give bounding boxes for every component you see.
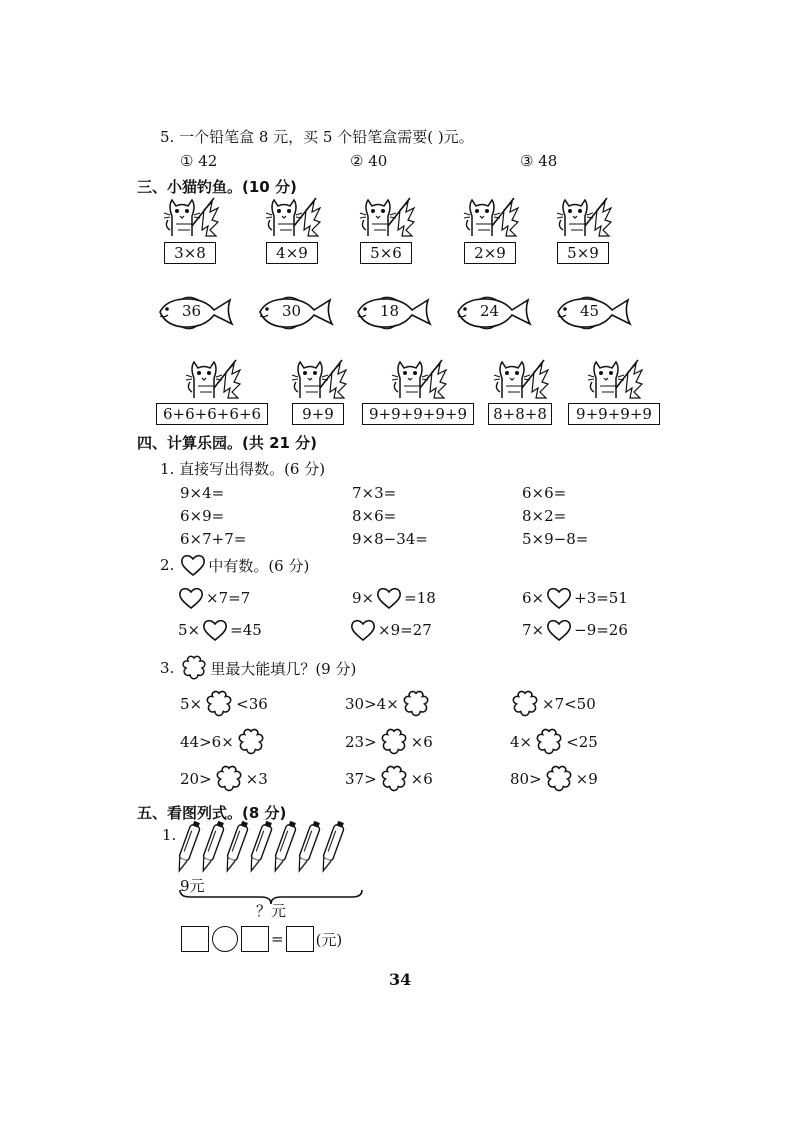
flower-blank-icon[interactable] xyxy=(204,690,234,718)
page-number: 34 xyxy=(389,970,412,989)
inequality-prefix: 23> xyxy=(345,733,377,751)
heart-equation xyxy=(522,586,628,610)
cat-expression-box: 9+9+9+9 xyxy=(568,403,660,425)
inequality-suffix: <36 xyxy=(236,695,268,713)
pen-icon xyxy=(223,820,250,872)
part-1-label: 1. xyxy=(162,826,177,844)
fish-number: 45 xyxy=(580,302,600,320)
fish-number: 36 xyxy=(182,302,202,320)
heart-blank-icon[interactable] xyxy=(376,586,402,610)
part-3-title-row xyxy=(160,655,356,681)
inequality-prefix: 20> xyxy=(180,770,212,788)
flower-icon xyxy=(180,655,208,681)
calc-item: 6×6= xyxy=(522,484,567,502)
calc-item: 8×6= xyxy=(352,507,397,525)
heart-blank-icon[interactable] xyxy=(546,586,572,610)
inequality-suffix: ×7<50 xyxy=(542,695,596,713)
inequality-suffix: ×3 xyxy=(245,770,268,788)
flower-inequality xyxy=(180,765,268,793)
fish-number: 24 xyxy=(480,302,500,320)
inequality-suffix: ×6 xyxy=(410,733,433,751)
equation-prefix: 7× xyxy=(522,621,545,639)
equation-suffix: −9=26 xyxy=(574,621,628,639)
flower-blank-icon[interactable] xyxy=(401,690,431,718)
cat-expression-box: 3×8 xyxy=(164,242,216,264)
cat-fishing-icon xyxy=(586,358,646,400)
flower-inequality xyxy=(180,728,268,756)
pen-icon xyxy=(247,820,274,872)
inequality-prefix: 37> xyxy=(345,770,377,788)
cat-expression-box: 5×9 xyxy=(557,242,609,264)
option-3: ③ 48 xyxy=(520,152,558,170)
equation-suffix: ×9=27 xyxy=(378,621,432,639)
heart-blank-icon[interactable] xyxy=(350,618,376,642)
inequality-prefix: 44>6× xyxy=(180,733,234,751)
cat-fishing-icon xyxy=(264,196,324,238)
unit-price-label: 9元 xyxy=(180,877,205,895)
flower-inequality xyxy=(180,690,268,718)
flower-blank-icon[interactable] xyxy=(544,765,574,793)
option-1: ① 42 xyxy=(180,152,218,170)
calc-item: 6×9= xyxy=(180,507,225,525)
calc-item: 5×9−8= xyxy=(522,530,589,548)
operator-circle[interactable] xyxy=(212,926,238,952)
question-5-text: 5. 一个铅笔盒 8 元，买 5 个铅笔盒需要( )元。 xyxy=(160,128,474,146)
flower-blank-icon[interactable] xyxy=(510,690,540,718)
cat-expression-box: 9+9+9+9+9 xyxy=(362,403,474,425)
cat-fishing-icon xyxy=(390,358,450,400)
pen-icon xyxy=(295,820,322,872)
cat-fishing-icon xyxy=(290,358,350,400)
heart-icon xyxy=(180,553,206,577)
total-label: ？元 xyxy=(256,902,287,920)
flower-inequality xyxy=(345,690,433,718)
option-2: ② 40 xyxy=(350,152,388,170)
flower-blank-icon[interactable] xyxy=(214,765,244,793)
flower-inequality xyxy=(345,765,433,793)
equation-prefix: 6× xyxy=(522,589,545,607)
part-3-prefix: 3. xyxy=(160,659,175,677)
section-5-title: 五、看图列式。(8 分) xyxy=(137,804,287,822)
pen-icon xyxy=(175,820,202,872)
answer-box[interactable] xyxy=(181,926,209,952)
heart-blank-icon[interactable] xyxy=(178,586,204,610)
equals-sign: = xyxy=(271,930,284,948)
part-2-title-row xyxy=(160,553,309,577)
pen-icon xyxy=(271,820,298,872)
inequality-prefix: 5× xyxy=(180,695,203,713)
flower-inequality xyxy=(510,765,598,793)
inequality-prefix: 30>4× xyxy=(345,695,399,713)
heart-equation xyxy=(178,618,262,642)
cat-expression-box: 5×6 xyxy=(360,242,412,264)
answer-box[interactable] xyxy=(286,926,314,952)
inequality-prefix: 80> xyxy=(510,770,542,788)
pen-icon xyxy=(199,820,226,872)
heart-blank-icon[interactable] xyxy=(546,618,572,642)
inequality-suffix: ×9 xyxy=(575,770,598,788)
equation-suffix: =45 xyxy=(230,621,262,639)
cat-fishing-icon xyxy=(358,196,418,238)
cat-fishing-icon xyxy=(162,196,222,238)
section-4-title: 四、计算乐园。(共 21 分) xyxy=(137,434,318,452)
calc-item: 8×2= xyxy=(522,507,567,525)
part-1-title: 1. 直接写出得数。(6 分) xyxy=(160,460,326,478)
equation-suffix: ×7=7 xyxy=(206,589,251,607)
pen-icon xyxy=(319,820,346,872)
cat-expression-box: 2×9 xyxy=(464,242,516,264)
inequality-suffix: ×6 xyxy=(410,770,433,788)
equation-prefix: 5× xyxy=(178,621,201,639)
cat-fishing-icon xyxy=(462,196,522,238)
flower-blank-icon[interactable] xyxy=(534,728,564,756)
cat-fishing-icon xyxy=(492,358,552,400)
heart-equation xyxy=(522,618,628,642)
calc-item: 7×3= xyxy=(352,484,397,502)
cat-expression-box: 8+8+8 xyxy=(488,403,552,425)
cat-expression-box: 9+9 xyxy=(292,403,344,425)
inequality-prefix: 4× xyxy=(510,733,533,751)
cat-fishing-icon xyxy=(555,196,615,238)
heart-equation xyxy=(348,618,432,642)
equation-suffix: +3=51 xyxy=(574,589,628,607)
equation-prefix: 9× xyxy=(352,589,375,607)
heart-equation xyxy=(176,586,250,610)
calc-item: 9×4= xyxy=(180,484,225,502)
calc-item: 9×8−34= xyxy=(352,530,428,548)
heart-blank-icon[interactable] xyxy=(202,618,228,642)
calc-item: 6×7+7= xyxy=(180,530,247,548)
section-3-title: 三、小猫钓鱼。(10 分) xyxy=(137,178,297,196)
fish-number: 18 xyxy=(380,302,400,320)
part-2-prefix: 2. xyxy=(160,556,175,574)
part-2-title: 中有数。(6 分) xyxy=(208,556,310,575)
cat-expression-box: 6+6+6+6+6 xyxy=(156,403,268,425)
heart-equation xyxy=(352,586,436,610)
answer-unit: (元) xyxy=(315,930,343,949)
flower-inequality xyxy=(508,690,596,718)
cat-fishing-icon xyxy=(184,358,244,400)
part-3-title: 里最大能填几？(9 分) xyxy=(210,659,357,678)
fish-number: 30 xyxy=(282,302,302,320)
flower-blank-icon[interactable] xyxy=(379,728,409,756)
flower-inequality xyxy=(510,728,598,756)
answer-box[interactable] xyxy=(241,926,269,952)
cat-expression-box: 4×9 xyxy=(266,242,318,264)
equation-suffix: =18 xyxy=(404,589,436,607)
flower-blank-icon[interactable] xyxy=(379,765,409,793)
flower-blank-icon[interactable] xyxy=(236,728,266,756)
flower-inequality xyxy=(345,728,433,756)
answer-row xyxy=(181,926,342,952)
inequality-suffix: <25 xyxy=(566,733,598,751)
